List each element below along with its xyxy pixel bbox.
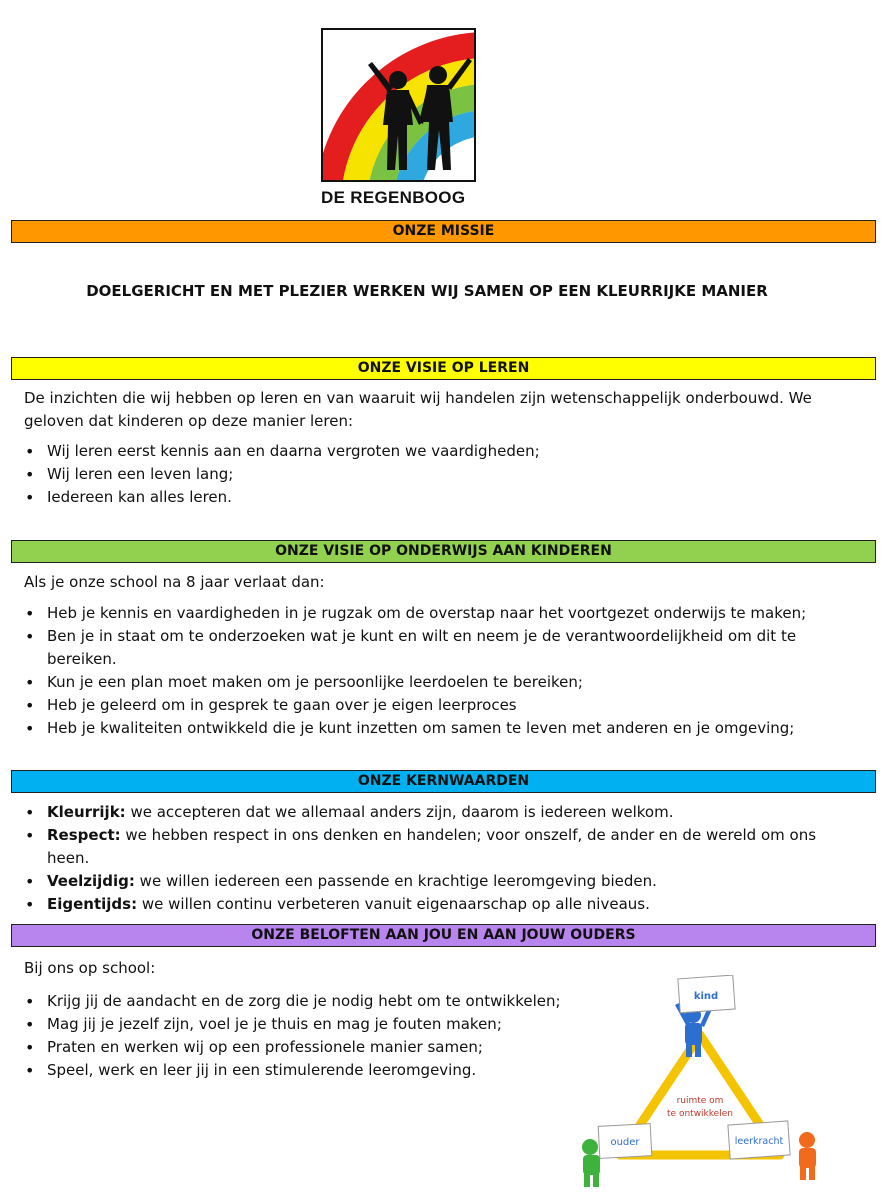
education-list — [24, 602, 854, 740]
list-item: • Kun je een plan moet maken om je persoonlijke leerdoelen te bereiken; — [24, 671, 854, 694]
value-text: we hebben respect in ons denken en handelen; voor onszelf, de ander en de wereld om ons heen. — [47, 826, 817, 867]
triangle-illustration — [575, 975, 825, 1190]
orange-figure-icon — [799, 1132, 816, 1180]
value-text: we willen iedereen een passende en krachtige leeromgeving bieden. — [134, 872, 657, 890]
promises-list — [24, 990, 584, 1082]
learning-heading: ONZE VISIE OP LEREN — [11, 357, 876, 380]
mission-heading: ONZE MISSIE — [11, 220, 876, 243]
list-item: • Wij leren eerst kennis aan en daarna vergroten we vaardigheden; — [24, 440, 854, 463]
list-item — [24, 870, 854, 893]
logo-image — [321, 28, 476, 182]
center-label-line1: ruimte om — [676, 1096, 724, 1106]
list-item: • Krijg jij de aandacht en de zorg die je nodig hebt om te ontwikkelen; — [24, 990, 584, 1013]
value-term: Eigentijds: — [47, 895, 138, 913]
value-text: we willen continu verbeteren vanuit eigenaarschap op alle niveaus. — [137, 895, 650, 913]
list-item — [24, 824, 854, 870]
values-heading: ONZE KERNWAARDEN — [11, 770, 876, 793]
list-item — [24, 801, 854, 824]
promises-heading: ONZE BELOFTEN AAN JOU EN AAN JOUW OUDERS — [11, 924, 876, 947]
logo-name: DE REGENBOOG — [321, 188, 466, 207]
list-item: • Mag jij je jezelf zijn, voel je je thuis en mag je fouten maken; — [24, 1013, 584, 1036]
promises-intro: Bij ons op school: — [24, 959, 156, 977]
list-item: • Heb je kennis en vaardigheden in je rugzak om de overstap naar het voortgezet onderwijs te maken; — [24, 602, 854, 625]
value-term: Respect: — [47, 826, 121, 844]
value-text: we accepteren dat we allemaal anders zijn, daarom is iedereen welkom. — [125, 803, 674, 821]
education-intro: Als je onze school na 8 jaar verlaat dan: — [24, 573, 325, 591]
rainbow-people-icon — [323, 30, 474, 180]
values-list — [24, 801, 854, 916]
learning-intro: De inzichten die wij hebben op leren en van waaruit wij handelen zijn wetenschappelijk onderbouwd. We geloven dat kinderen op deze manier leren: — [24, 389, 812, 430]
mission-statement: DOELGERICHT EN MET PLEZIER WERKEN WIJ SAMEN OP EEN KLEURRIJKE MANIER — [86, 282, 768, 300]
value-term: Veelzijdig: — [47, 872, 135, 890]
list-item: • Wij leren een leven lang; — [24, 463, 854, 486]
value-term: Kleurrijk: — [47, 803, 126, 821]
list-item: • Speel, werk en leer jij in een stimulerende leeromgeving. — [24, 1059, 584, 1082]
learning-list — [24, 440, 854, 509]
list-item: • Ben je in staat om te onderzoeken wat je kunt en wilt en neem je de verantwoordelijkheid om dit te bereiken. — [24, 625, 854, 671]
triangle-diagram — [575, 975, 825, 1190]
list-item — [24, 893, 854, 916]
ouder-label: ouder — [610, 1137, 640, 1148]
list-item: • Heb je kwaliteiten ontwikkeld die je kunt inzetten om samen te leven met anderen en je omgeving; — [24, 717, 854, 740]
leerkracht-label: leerkracht — [734, 1136, 784, 1147]
education-heading: ONZE VISIE OP ONDERWIJS AAN KINDEREN — [11, 540, 876, 563]
list-item: • Praten en werken wij op een professionele manier samen; — [24, 1036, 584, 1059]
center-label-line2: te ontwikkelen — [667, 1109, 733, 1119]
list-item: • Iedereen kan alles leren. — [24, 486, 854, 509]
green-figure-icon — [582, 1139, 600, 1187]
list-item: • Heb je geleerd om in gesprek te gaan over je eigen leerproces — [24, 694, 854, 717]
school-logo — [321, 28, 476, 210]
kind-label: kind — [693, 991, 719, 1002]
